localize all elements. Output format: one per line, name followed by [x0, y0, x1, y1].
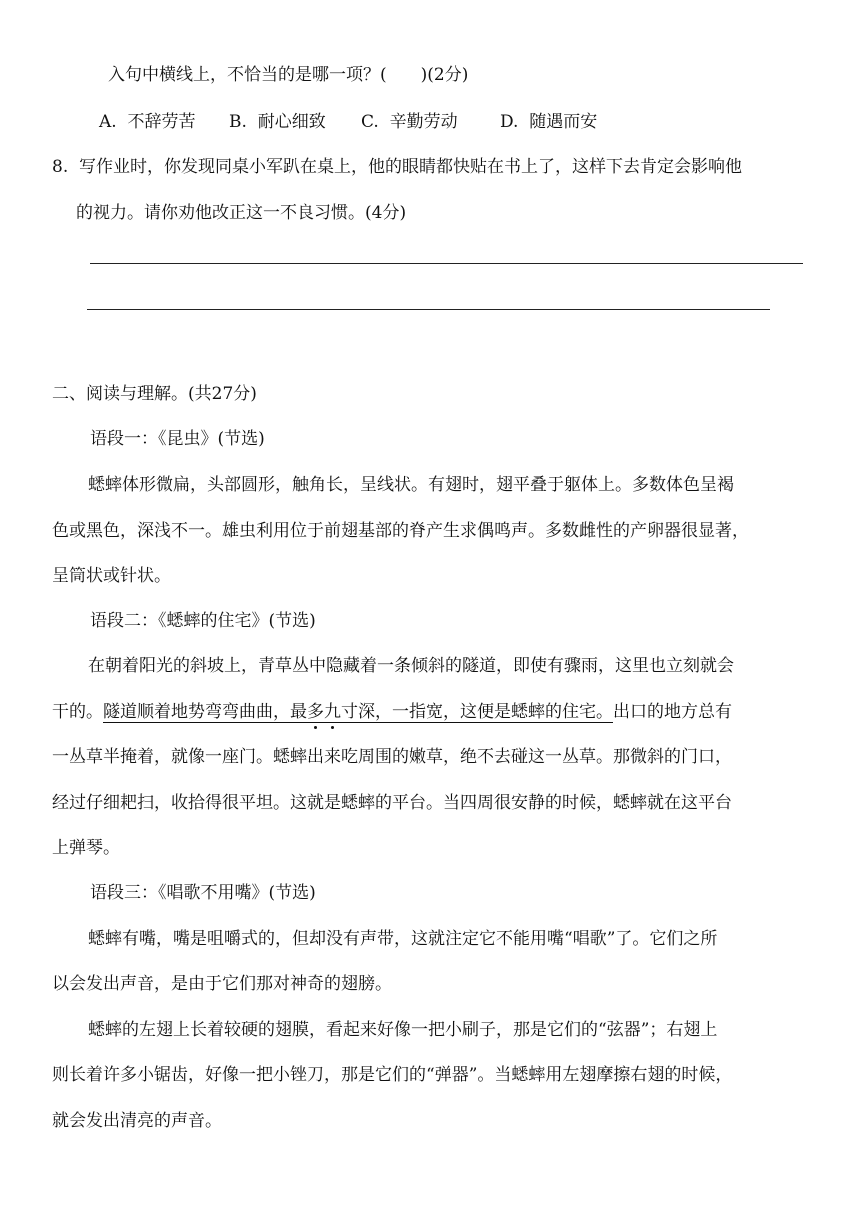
passage-3-line: 蟋蟀的左翅上长着较硬的翅膜，看起来好像一把小刷子，那是它们的“弦器”；右翅上: [88, 1020, 718, 1040]
answer-line-2[interactable]: [87, 309, 770, 310]
q8-line-1: 8. 写作业时，你发现同桌小军趴在桌上，他的眼睛都快贴在书上了，这样下去肯定会影响他: [52, 157, 743, 177]
underlined-sentence: [103, 702, 613, 722]
passage-3-line: 以会发出声音，是由于它们那对神奇的翅膀。: [52, 974, 392, 994]
option-letter: C.: [361, 112, 379, 132]
option-letter: D.: [500, 112, 519, 132]
q7-option-a[interactable]: [99, 110, 196, 134]
passage-3-line: 蟋蟀有嘴，嘴是咀嚼式的，但却没有声带，这就注定它不能用嘴“唱歌”了。它们之所: [88, 929, 718, 949]
passage-1-line: 呈筒状或针状。: [52, 566, 171, 586]
option-letter: A.: [99, 112, 117, 132]
passage-3-line: 就会发出清亮的声音。: [52, 1111, 222, 1131]
underlined-part: 最: [290, 702, 307, 722]
text-after: 出口的地方总有: [613, 702, 732, 722]
q7-stem-tail: 入句中横线上，不恰当的是哪一项？( )(2分): [108, 65, 469, 85]
option-text: 耐心细致: [257, 112, 326, 132]
option-letter: B.: [229, 112, 247, 132]
passage-2-title: 语段二：《蟋蟀的住宅》(节选): [90, 611, 316, 631]
passage-3-title: 语段三：《唱歌不用嘴》(节选): [90, 883, 316, 903]
answer-line-1[interactable]: [90, 263, 803, 264]
passage-3-line: 则长着许多小锯齿，好像一把小锉刀，那是它们的“弹器”。当蟋蟀用左翅摩擦右翅的时候，: [52, 1065, 733, 1085]
option-text: 随遇而安: [529, 112, 598, 132]
underlined-part: 寸深，一指宽，这便是蟋蟀的住宅。: [341, 702, 613, 722]
option-text: 不辞劳苦: [127, 112, 196, 132]
text-before: 干的。: [52, 702, 103, 722]
q7-option-b[interactable]: [229, 110, 326, 134]
passage-2-line: 上弹琴。: [52, 838, 120, 858]
emphasis-dot-char: 多: [307, 702, 324, 722]
q7-option-c[interactable]: [361, 110, 458, 134]
option-text: 辛勤劳动: [389, 112, 458, 132]
passage-2-line: 在朝着阳光的斜坡上，青草丛中隐藏着一条倾斜的隧道，即使有骤雨，这里也立刻就会: [88, 656, 734, 676]
passage-1-line: 色或黑色，深浅不一。雄虫利用位于前翅基部的脊产生求偶鸣声。多数雌性的产卵器很显著，: [52, 521, 749, 541]
passage-1-title: 语段一：《昆虫》(节选): [90, 429, 265, 449]
emphasis-dot-char: 九: [324, 702, 341, 722]
passage-2-line: 一丛草半掩着，就像一座门。蟋蟀出来吃周围的嫩草，绝不去碰这一丛草。那微斜的门口，: [52, 747, 732, 767]
passage-1-line: 蟋蟀体形微扁，头部圆形，触角长，呈线状。有翅时，翅平叠于躯体上。多数体色呈褐: [88, 475, 734, 495]
q8-line-2: 的视力。请你劝他改正这一不良习惯。(4分): [76, 203, 407, 223]
passage-2-line: 经过仔细耙扫，收拾得很平坦。这就是蟋蟀的平台。当四周很安静的时候，蟋蟀就在这平台: [52, 793, 732, 813]
underlined-part: 隧道顺着地势弯弯曲曲，: [103, 702, 290, 722]
passage-2-line-underlined: [52, 700, 732, 724]
section-heading: 二、阅读与理解。(共27分): [52, 384, 257, 404]
q7-option-d[interactable]: [500, 110, 597, 134]
